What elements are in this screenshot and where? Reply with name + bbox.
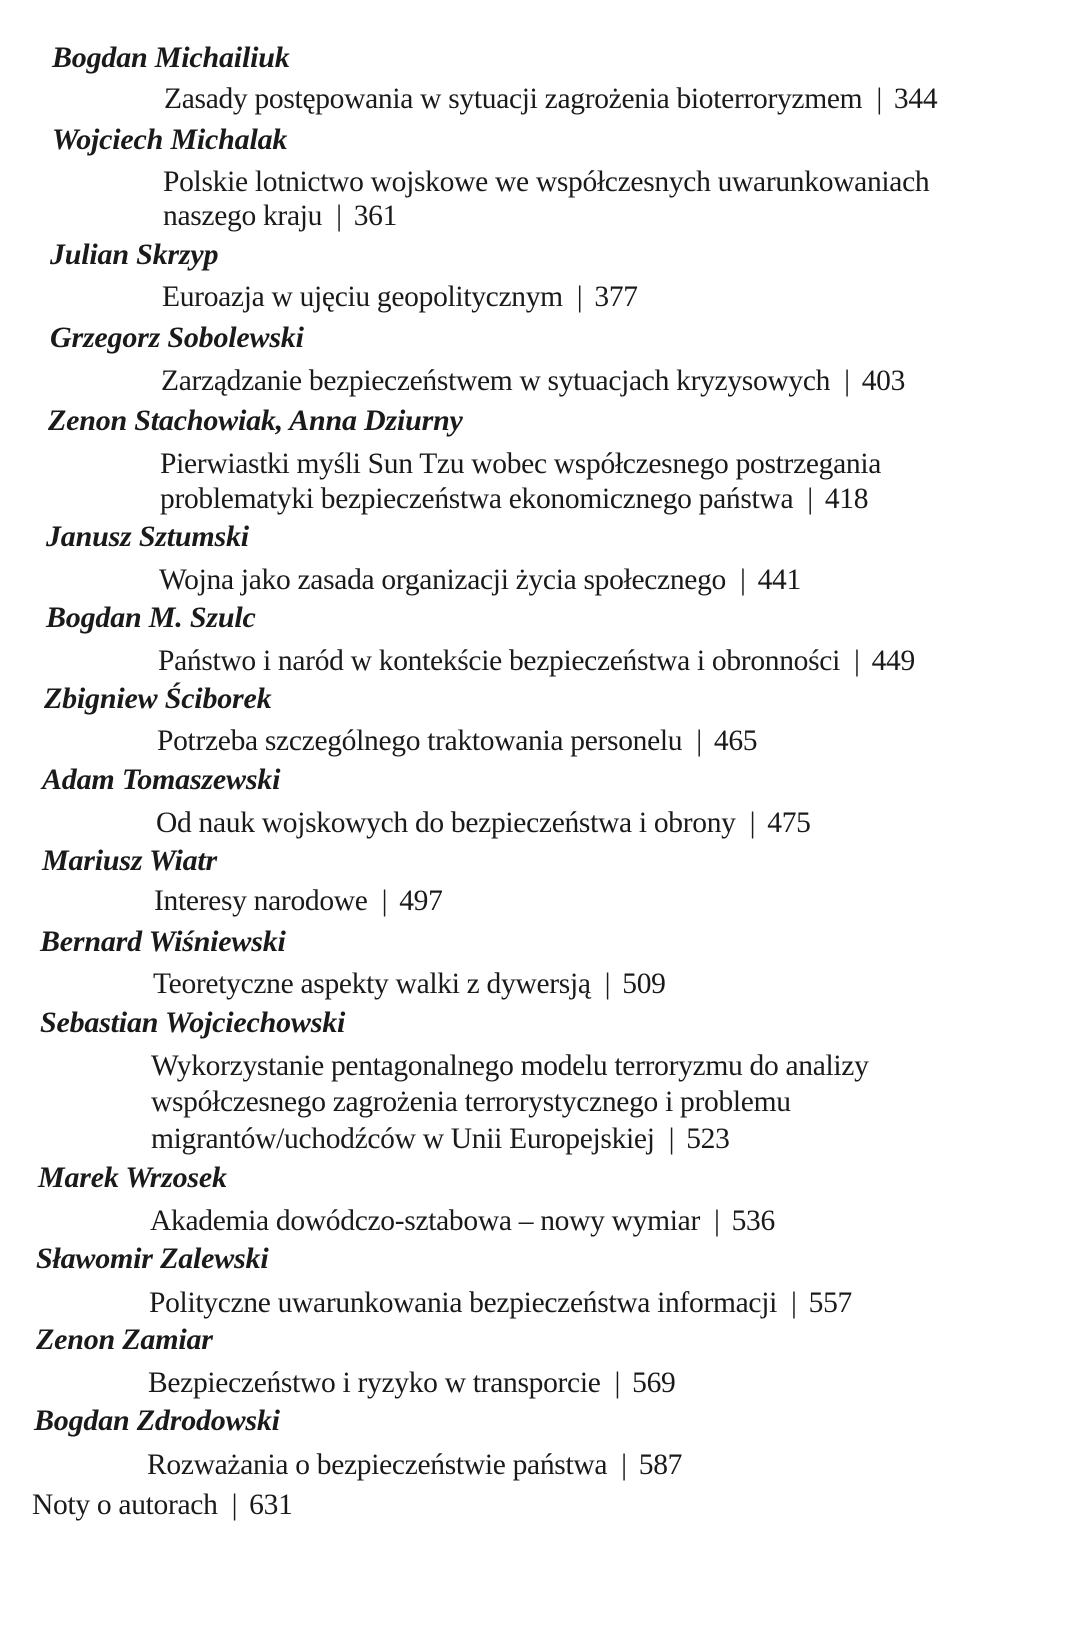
author-name: Julian Skrzyp — [50, 238, 219, 271]
page-separator: | — [668, 1123, 675, 1155]
author-name: Bogdan Michailiuk — [52, 41, 290, 74]
author-name: Mariusz Wiatr — [42, 844, 217, 877]
article-title-line: Wykorzystanie pentagonalnego modelu terroryzmu do analizy — [151, 1050, 869, 1082]
page-number: 449 — [871, 645, 915, 677]
article-title-line: migrantów/uchodźców w Unii Europejskiej | 523 — [151, 1120, 730, 1158]
page-separator: | — [576, 281, 583, 313]
page-number: 557 — [808, 1287, 852, 1319]
page-number: 587 — [638, 1449, 683, 1481]
page-separator: | — [807, 483, 813, 515]
page-separator: | — [713, 1205, 720, 1237]
author-name: Sebastian Wojciechowski — [40, 1006, 346, 1039]
page-number: 523 — [686, 1123, 730, 1155]
article-title-line: Zarządzanie bezpieczeństwem w sytuacjach kryzysowych | 403 — [161, 362, 905, 400]
page-number: 377 — [594, 281, 638, 313]
page-separator: | — [749, 807, 756, 839]
article-title-line: Potrzeba szczególnego traktowania personelu | 465 — [157, 722, 757, 760]
author-name: Wojciech Michalak — [52, 123, 288, 156]
page-number: 509 — [622, 968, 666, 1000]
article-title-line: problematyki bezpieczeństwa ekonomicznego państwa | 418 — [160, 480, 868, 518]
page-number: 403 — [861, 365, 906, 397]
page-number: 465 — [713, 725, 758, 757]
article-title-line: Wojna jako zasada organizacji życia społecznego | 441 — [159, 561, 801, 599]
page-separator: | — [791, 1287, 797, 1319]
article-title-line: Polityczne uwarunkowania bezpieczeństwa informacji | 557 — [149, 1284, 852, 1322]
page-separator: | — [844, 365, 850, 397]
page-separator: | — [854, 645, 860, 677]
page-number: 475 — [767, 807, 811, 839]
author-name: Zenon Stachowiak, Anna Dziurny — [48, 404, 463, 437]
page-separator: | — [696, 725, 702, 757]
page-number: 418 — [824, 483, 869, 515]
article-title-line: współczesnego zagrożenia terrorystycznego i problemu — [151, 1086, 791, 1118]
page-separator: | — [621, 1449, 627, 1481]
page-separator: | — [739, 564, 746, 596]
page-number: 569 — [632, 1367, 676, 1399]
article-title-line: Euroazja w ujęciu geopolitycznym | 377 — [162, 278, 638, 316]
article-title-line: Rozważania o bezpieczeństwie państwa | 587 — [147, 1446, 682, 1484]
author-name: Zenon Zamiar — [36, 1323, 213, 1356]
author-name: Bogdan Zdrodowski — [34, 1404, 280, 1437]
article-title-line: naszego kraju | 361 — [163, 197, 397, 235]
article-title-line: Teoretyczne aspekty walki z dywersją | 509 — [153, 965, 666, 1003]
author-name: Zbigniew Ściborek — [44, 682, 272, 715]
article-title-line: Pierwiastki myśli Sun Tzu wobec współczesnego postrzegania — [160, 448, 882, 480]
article-title-line: Państwo i naród w kontekście bezpieczeństwa i obronności | 449 — [158, 642, 915, 680]
author-name: Grzegorz Sobolewski — [50, 321, 304, 354]
page-number: 536 — [731, 1205, 775, 1237]
author-name: Bernard Wiśniewski — [40, 925, 286, 958]
article-title-line: Polskie lotnictwo wojskowe we współczesnych uwarunkowaniach — [163, 166, 930, 198]
author-name: Bogdan M. Szulc — [46, 601, 256, 634]
article-title-line: Od nauk wojskowych do bezpieczeństwa i obrony | 475 — [156, 804, 811, 842]
author-notes-label: Noty o autorach — [32, 1489, 218, 1521]
author-name: Janusz Sztumski — [46, 520, 249, 553]
page-separator: | — [231, 1489, 238, 1521]
page-separator: | — [614, 1367, 621, 1399]
article-title-line: Bezpieczeństwo i ryzyko w transporcie | 569 — [148, 1364, 676, 1402]
article-title-line: Akademia dowódczo-sztabowa – nowy wymiar | 536 — [150, 1202, 775, 1240]
author-name: Marek Wrzosek — [38, 1161, 227, 1194]
page-number: 497 — [399, 885, 443, 917]
page-number: 441 — [757, 564, 801, 596]
author-notes-entry — [32, 1486, 293, 1524]
page-separator: | — [381, 885, 388, 917]
page-number: 631 — [249, 1489, 293, 1521]
page-number: 344 — [893, 83, 938, 115]
page-separator: | — [876, 83, 882, 115]
author-name: Adam Tomaszewski — [42, 763, 281, 796]
article-title-line: Interesy narodowe | 497 — [154, 882, 443, 920]
author-name: Sławomir Zalewski — [36, 1242, 269, 1275]
article-title-line: Zasady postępowania w sytuacji zagrożenia bioterroryzmem | 344 — [164, 80, 937, 118]
page-separator: | — [336, 200, 342, 232]
page-number: 361 — [353, 200, 398, 232]
page-separator: | — [604, 968, 611, 1000]
